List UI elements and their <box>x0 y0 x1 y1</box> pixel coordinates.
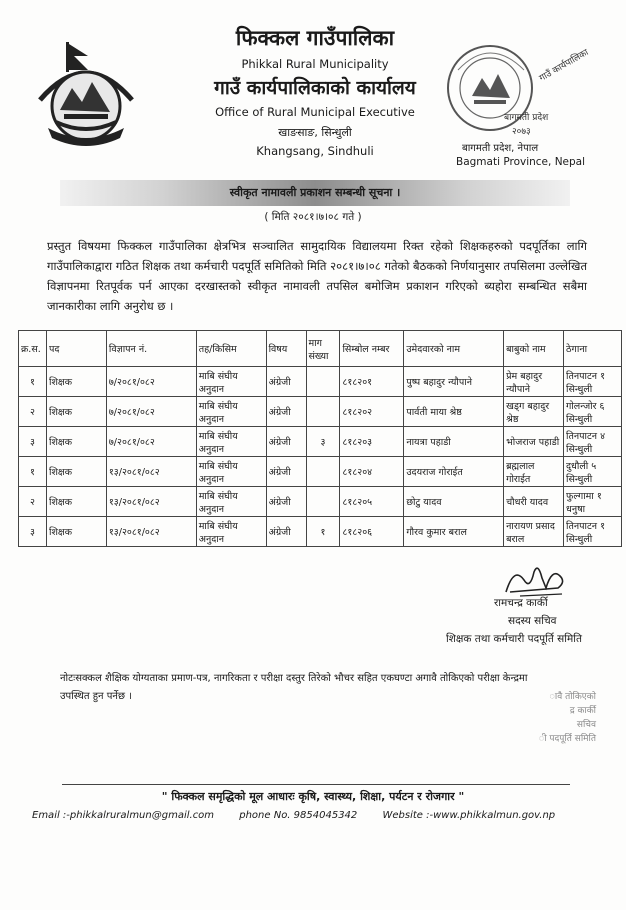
notice-banner <box>60 180 570 206</box>
table-row <box>19 517 622 547</box>
nepal-emblem-icon <box>30 40 142 152</box>
footer-motto: " फिक्कल समृद्धिको मूल आधारः कृषि, स्वास्थ्य, शिक्षा, पर्यटन र रोजगार " <box>161 790 465 803</box>
cell-subject: अंग्रेजी <box>266 517 306 547</box>
seal-text-1: गाउँ कार्यपालिका <box>537 47 591 84</box>
cell-address: तिनपाटन १ सिन्धुली <box>564 367 622 397</box>
cell-demand <box>306 487 340 517</box>
cell-post: शिक्षक <box>46 517 106 547</box>
col-header-symbol: सिम्बोल नम्बर <box>340 331 404 367</box>
province-english: Bagmati Province, Nepal <box>456 156 586 168</box>
cell-type: माबि संघीय अनुदान <box>196 367 266 397</box>
province-nepali: बागमती प्रदेश, नेपाल <box>462 143 539 154</box>
cell-sn: ३ <box>19 427 47 457</box>
cell-subject: अंग्रेजी <box>266 487 306 517</box>
table-header-row <box>19 331 622 367</box>
cell-sn: २ <box>19 487 47 517</box>
bleed-line: द्र कार्की <box>569 706 596 716</box>
col-header-subject: विषय <box>266 331 306 367</box>
cell-symbol: ८१८२०३ <box>340 427 404 457</box>
cell-name: गौरव कुमार बराल <box>404 517 504 547</box>
signatory-role: सदस्य सचिव <box>508 615 557 627</box>
col-header-type: तह/किसिम <box>196 331 266 367</box>
cell-adv: ७/२०८१/०८२ <box>106 397 196 427</box>
cell-type: माबि संघीय अनुदान <box>196 487 266 517</box>
col-header-address: ठेगाना <box>564 331 622 367</box>
cell-address: दुधौली ५ सिन्धुली <box>564 457 622 487</box>
notice-body: प्रस्तुत विषयमा फिक्कल गाउँपालिका क्षेत्रभित्र सञ्चालित सामुदायिक विद्यालयमा रिक्त रहेको शिक्षकहरुको पदपूर्तिका लागि गाउँपालिकाद्वारा गठित शिक्षक तथा कर्मचारी पदपूर्ति समितिको मिति २०८१।७।०८ गतेको बैठकको निर्णयानुसार तपसिलमा उल्लेखित विज्ञापनमा रितपूर्वक पर्न आएका दरखास्तको स्वीकृत नामावली तपसिल बमोजिम प्रकाशन गरिएको ब्यहोरा सम्बन्धित सबैमा जानकारीका लागि अनुरोध छ । <box>47 239 587 313</box>
bleed-line: ी पदपूर्ति समिति <box>538 734 596 744</box>
signature-mark-icon <box>500 558 570 600</box>
cell-father: ब्रह्मलाल गोराईत <box>504 457 564 487</box>
cell-type: माबि संघीय अनुदान <box>196 517 266 547</box>
cell-name: छोटु यादव <box>404 487 504 517</box>
col-header-name: उमेदवारको नाम <box>404 331 504 367</box>
signatory-committee: शिक्षक तथा कर्मचारी पदपूर्ति समिति <box>446 633 582 645</box>
footer-contacts <box>32 810 577 821</box>
cell-adv: १३/२०८१/०८२ <box>106 517 196 547</box>
cell-demand <box>306 367 340 397</box>
municipality-title-english: Phikkal Rural Municipality <box>241 57 389 71</box>
cell-address: तिनपाटन ४ सिन्धुली <box>564 427 622 457</box>
bleed-line: सचिव <box>576 720 596 730</box>
cell-demand: ३ <box>306 427 340 457</box>
cell-symbol: ८१८२०१ <box>340 367 404 397</box>
cell-demand <box>306 397 340 427</box>
cell-post: शिक्षक <box>46 487 106 517</box>
signatory-name: रामचन्द्र कार्की <box>494 597 548 609</box>
cell-address: तिनपाटन १ सिन्धुली <box>564 517 622 547</box>
cell-demand: १ <box>306 517 340 547</box>
table-row <box>19 487 622 517</box>
cell-subject: अंग्रेजी <box>266 427 306 457</box>
cell-name: पार्वती माया श्रेष्ठ <box>404 397 504 427</box>
footer-website: Website :-www.phikkalmun.gov.np <box>382 810 556 821</box>
municipality-title-nepali: फिक्कल गाउँपालिका <box>235 26 395 50</box>
table-row <box>19 457 622 487</box>
candidate-table <box>18 330 622 547</box>
address-english: Khangsang, Sindhuli <box>256 144 374 158</box>
bleed-through-text <box>506 690 596 746</box>
cell-father: नारायण प्रसाद बराल <box>504 517 564 547</box>
cell-name: पुष्प बहादुर न्यौपाने <box>404 367 504 397</box>
table-row <box>19 367 622 397</box>
cell-sn: १ <box>19 367 47 397</box>
footer-email: Email :-phikkalruralmun@gmail.com <box>32 810 215 821</box>
cell-post: शिक्षक <box>46 397 106 427</box>
cell-name: नायत्रा पहाडी <box>404 427 504 457</box>
cell-subject: अंग्रेजी <box>266 397 306 427</box>
col-header-post: पद <box>46 331 106 367</box>
cell-father: भोजराज पहाडी <box>504 427 564 457</box>
col-header-sn: क्र.स. <box>19 331 47 367</box>
col-header-father: बाबुको नाम <box>504 331 564 367</box>
cell-sn: २ <box>19 397 47 427</box>
cell-father: चौधरी यादव <box>504 487 564 517</box>
cell-post: शिक्षक <box>46 427 106 457</box>
cell-post: शिक्षक <box>46 367 106 397</box>
footer-phone: phone No. 9854045342 <box>239 810 358 821</box>
cell-type: माबि संघीय अनुदान <box>196 427 266 457</box>
footer-divider <box>62 784 570 785</box>
cell-address: फुल्गामा १ धनुषा <box>564 487 622 517</box>
cell-symbol: ८१८२०६ <box>340 517 404 547</box>
notice-date: ( मिति २०८१।७।०८ गते ) <box>264 211 362 223</box>
cell-sn: १ <box>19 457 47 487</box>
cell-father: प्रेम बहादुर न्यौपाने <box>504 367 564 397</box>
note-text: नोटःसक्कल शैक्षिक योग्यताका प्रमाण-पत्र, नागरिकता र परीक्षा दस्तुर तिरेको भौचर सहित एकघण्टा अगावै तोकिएको परीक्षा केन्द्रमा उपस्थित हुन पर्नेछ । <box>60 673 528 702</box>
seal-text-3: २०७३ <box>512 127 531 137</box>
col-header-demand: माग संख्या <box>306 331 340 367</box>
notice-title: स्वीकृत नामावली प्रकाशन सम्बन्धी सूचना । <box>229 186 401 199</box>
cell-sn: ३ <box>19 517 47 547</box>
cell-adv: १३/२०८१/०८२ <box>106 487 196 517</box>
cell-address: गोलन्जोर ६ सिन्धुली <box>564 397 622 427</box>
cell-type: माबि संघीय अनुदान <box>196 397 266 427</box>
cell-type: माबि संघीय अनुदान <box>196 457 266 487</box>
cell-demand <box>306 457 340 487</box>
cell-subject: अंग्रेजी <box>266 457 306 487</box>
cell-symbol: ८१८२०२ <box>340 397 404 427</box>
cell-adv: १३/२०८१/०८२ <box>106 457 196 487</box>
cell-post: शिक्षक <box>46 457 106 487</box>
seal-text-2: बागमती प्रदेश <box>504 113 549 123</box>
table-row <box>19 397 622 427</box>
bleed-line: ावै तोकिएको <box>549 692 596 702</box>
col-header-adv: विज्ञापन नं. <box>106 331 196 367</box>
office-title-english: Office of Rural Municipal Executive <box>215 105 415 119</box>
cell-name: उदयराज गोराईत <box>404 457 504 487</box>
cell-subject: अंग्रेजी <box>266 367 306 397</box>
address-nepali: खाङसाङ, सिन्धुली <box>278 126 352 139</box>
office-title-nepali: गाउँ कार्यपालिकाको कार्यालय <box>214 77 416 99</box>
cell-symbol: ८१८२०५ <box>340 487 404 517</box>
cell-symbol: ८१८२०४ <box>340 457 404 487</box>
cell-father: खड्ग बहादुर श्रेष्ठ <box>504 397 564 427</box>
cell-adv: ७/२०८१/०८२ <box>106 427 196 457</box>
table-row <box>19 427 622 457</box>
cell-adv: ७/२०८१/०८२ <box>106 367 196 397</box>
